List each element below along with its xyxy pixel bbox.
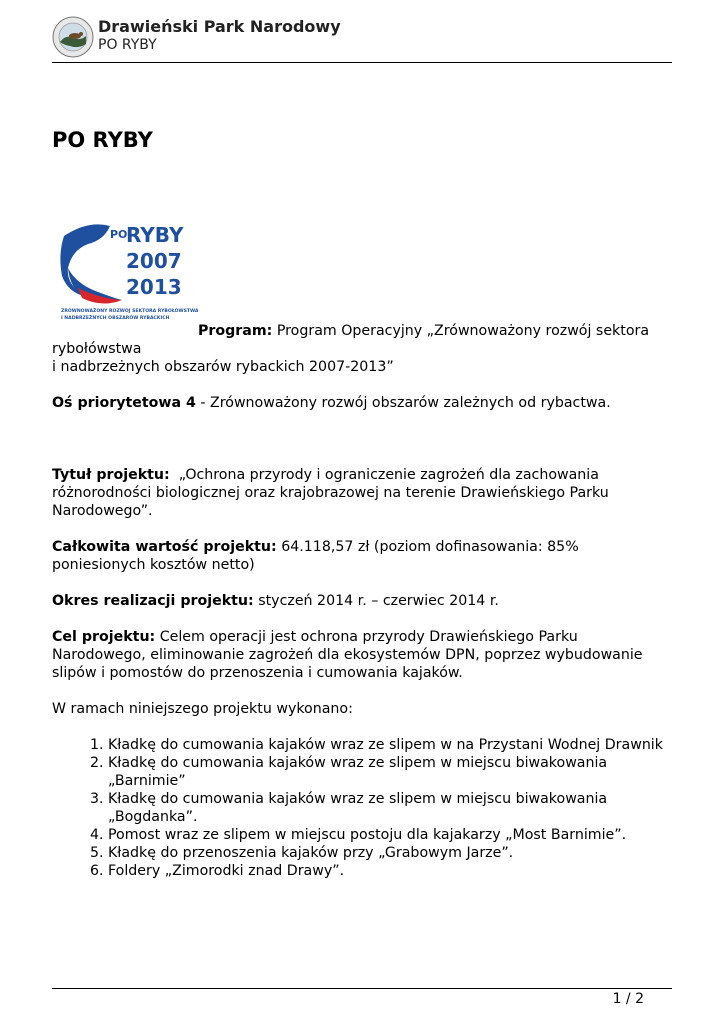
period-label: Okres realizacji projektu: xyxy=(52,593,254,609)
period-paragraph xyxy=(52,592,672,610)
title-paragraph xyxy=(52,466,672,520)
axis-label: Oś priorytetowa 4 xyxy=(52,395,196,411)
value-label: Całkowita wartość projektu: xyxy=(52,539,277,555)
logo-year-end: 2013 xyxy=(126,275,182,299)
logo-tagline-1: ZRÓWNOWAŻONY ROZWÓJ SEKTORA RYBOŁÓWSTWA xyxy=(61,309,198,314)
logo-year-start: 2007 xyxy=(126,249,182,273)
title-text: „Ochrona przyrody i ograniczenie zagrożeń dla zachowania różnorodności biologicznej oraz krajobrazowej na terenie Drawieńskiego Parku Narodowego”. xyxy=(52,467,609,519)
period-text: styczeń 2014 r. – czerwiec 2014 r. xyxy=(258,593,499,609)
page-number: 1 / 2 xyxy=(612,991,644,1007)
value-text: 64.118,57 zł (poziom dofinasowania: 85% poniesionych kosztów netto) xyxy=(52,539,579,573)
title-label: Tytuł projektu: xyxy=(52,467,170,483)
page-header xyxy=(52,14,672,63)
list-item: 6. Foldery „Zimorodki znad Drawy”. xyxy=(108,862,672,880)
goal-label: Cel projektu: xyxy=(52,629,156,645)
list-item: 2. Kładkę do cumowania kajaków wraz ze slipem w miejscu biwakowania „Barnimie” xyxy=(108,754,672,790)
work-list xyxy=(52,736,672,880)
program-text-2: i nadbrzeżnych obszarów rybackich 2007-2013” xyxy=(52,359,394,375)
list-item: 5. Kładkę do przenoszenia kajaków przy „Grabowym Jarze”. xyxy=(108,844,672,862)
site-subtitle: PO RYBY xyxy=(98,37,157,53)
program-text-1: Program Operacyjny „Zrównoważony rozwój sektora rybołówstwa xyxy=(52,323,650,357)
page-title: PO RYBY xyxy=(52,128,153,152)
site-title: Drawieński Park Narodowy xyxy=(98,17,341,36)
list-item: 4. Pomost wraz ze slipem w miejscu postoju dla kajakarzy „Most Barnimie”. xyxy=(108,826,672,844)
axis-text: - Zrównoważony rozwój obszarów zależnych od rybactwa. xyxy=(195,395,611,411)
page-footer xyxy=(52,988,672,1019)
logo-po: PO xyxy=(110,228,128,241)
park-emblem-icon xyxy=(52,16,94,58)
logo-ryby: RYBY xyxy=(126,223,184,247)
list-item: 3. Kładkę do cumowania kajaków wraz ze slipem w miejscu biwakowania „Bogdanka”. xyxy=(108,790,672,826)
program-label: Program: xyxy=(198,323,273,339)
intro-paragraph: W ramach niniejszego projektu wykonano: xyxy=(52,701,353,717)
program-paragraph xyxy=(52,322,672,376)
goal-paragraph xyxy=(52,628,672,682)
value-paragraph xyxy=(52,538,672,574)
document-body xyxy=(52,322,672,880)
axis-paragraph xyxy=(52,394,672,412)
logo-tagline-2: I NADBRZEŻNYCH OBSZARÓW RYBACKICH xyxy=(61,316,170,321)
po-ryby-logo xyxy=(58,218,198,328)
list-item: 1. Kładkę do cumowania kajaków wraz ze slipem w na Przystani Wodnej Drawnik xyxy=(108,736,672,754)
goal-text: Celem operacji jest ochrona przyrody Drawieńskiego Parku Narodowego, eliminowanie zagrożeń dla ekosystemów DPN, poprzez wybudowanie slipów i pomostów do przenoszenia i cumowania kajaków. xyxy=(52,629,643,681)
